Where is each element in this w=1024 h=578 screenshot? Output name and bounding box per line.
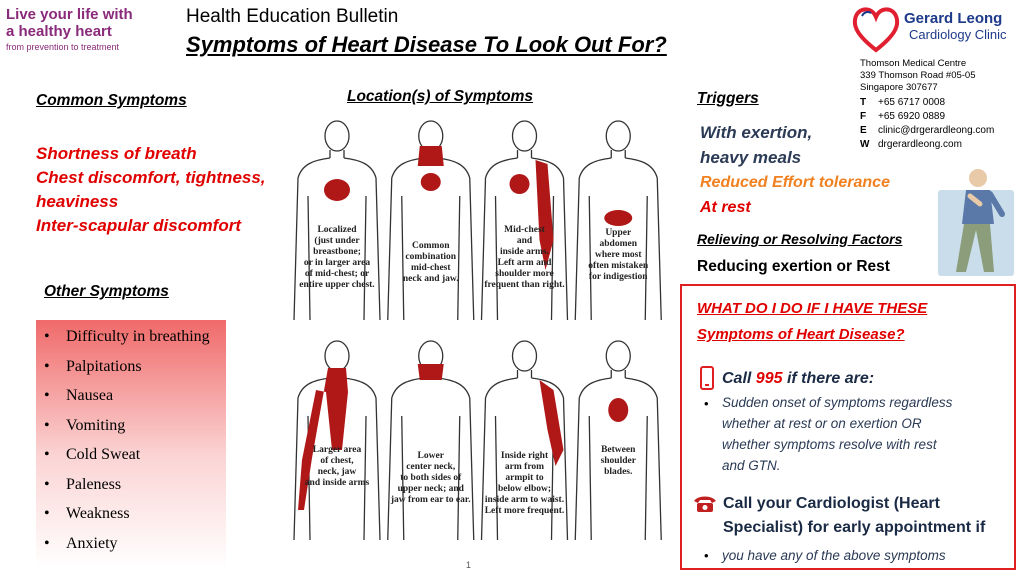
symptom-area (418, 364, 444, 380)
cardiologist-criteria: you have any of the above symptoms (722, 548, 946, 563)
contact-email: E clinic@drgerardleong.com (860, 125, 995, 136)
call-cardiologist: Call your Cardiologist (Heart Specialist) for early appointment if (723, 495, 986, 536)
clinic-contacts (860, 96, 994, 152)
symptom-area (421, 173, 441, 191)
symptom-area (324, 179, 350, 201)
trigger-line: With exertion, (700, 123, 813, 142)
other-symptoms-list (44, 326, 210, 562)
figure-caption: Upper abdomen where most often mistaken for indigestion (588, 228, 649, 282)
trigger-exertion (700, 120, 812, 170)
figure-caption: Localized (just under breastbone; or in larger area of mid-chest; or entire upper chest. (299, 225, 375, 290)
figure-caption: Between shoulder blades. (600, 445, 636, 477)
emergency-number[interactable]: 995 (755, 370, 783, 387)
figure-caption: Mid-chest and inside arms. Left arm and shoulder more frequent than right. (484, 225, 565, 290)
action-heading (697, 296, 927, 348)
contact-fax: F +65 6920 0889 (860, 111, 946, 122)
other-symptom: • Cold Sweat (44, 444, 210, 474)
torso-figure (294, 121, 380, 320)
symptom-area (298, 368, 348, 510)
triggers-heading: Triggers (697, 90, 759, 107)
other-symptom: • Weakness (44, 503, 210, 533)
contact-website: W drgerardleong.com (860, 139, 962, 150)
other-symptom: • Vomiting (44, 415, 210, 445)
call-995-line: Call 995 if there are: (722, 370, 875, 387)
symptom-area (608, 398, 628, 422)
telephone-icon (692, 493, 718, 513)
trigger-reduced: Reduced Effort tolerance (700, 174, 890, 191)
figure-caption: Inside right arm from armpit to below elbow; inside arm to waist. Left more frequent. (484, 451, 565, 516)
other-symptom: • Nausea (44, 385, 210, 415)
common-symptom: heaviness (36, 192, 119, 211)
bulletin-label: Health Education Bulletin (186, 6, 399, 27)
other-symptom: • Anxiety (44, 533, 210, 563)
address-line: 339 Thomson Road #05-05 (860, 70, 976, 81)
action-heading-line: WHAT DO I DO IF I HAVE THESE (697, 300, 928, 317)
clinic-name: Gerard Leong (904, 10, 1003, 27)
page-title: Symptoms of Heart Disease To Look Out For? (186, 32, 667, 57)
relieving-heading: Relieving or Resolving Factors (697, 231, 903, 247)
common-symptom: Chest discomfort, tightness, (36, 168, 266, 187)
symptom-area (418, 146, 444, 166)
figure-caption: Larger area of chest, neck, jaw and inside arms (304, 445, 370, 488)
other-symptom: • Difficulty in breathing (44, 326, 210, 356)
torso-figure (388, 341, 474, 540)
common-symptom: Inter-scapular discomfort (36, 216, 241, 235)
brand-tagline-line2: a healthy heart (6, 23, 112, 40)
man-chest-pain-illustration (936, 160, 1016, 280)
trigger-line: heavy meals (700, 148, 802, 167)
other-symptom: • Paleness (44, 474, 210, 504)
brand-tagline (6, 6, 133, 40)
torso-figure (294, 341, 380, 540)
common-symptoms-heading: Common Symptoms (36, 92, 187, 109)
locations-heading: Location(s) of Symptoms (347, 88, 534, 105)
clinic-address (860, 58, 976, 94)
torso-figure (575, 121, 661, 320)
mobile-phone-icon (700, 366, 714, 390)
page-number: 1 (466, 560, 472, 570)
other-symptom: • Palpitations (44, 356, 210, 386)
torso-figure (388, 121, 474, 320)
figure-caption: Common combination mid-chest neck and jaw. (402, 241, 459, 284)
torso-figure (575, 341, 661, 540)
relieving-text: Reducing exertion or Rest (697, 258, 890, 275)
address-line: Singapore 307677 (860, 82, 938, 93)
figure-caption: Lower center neck, to both sides of upper neck; and jaw from ear to ear. (390, 451, 471, 505)
bullet: • (704, 396, 709, 411)
address-line: Thomson Medical Centre (860, 58, 967, 69)
brand-tagline-line1: Live your life with (6, 6, 133, 23)
body-diagrams (290, 120, 665, 560)
symptom-area (510, 174, 530, 194)
heart-logo-icon (850, 4, 902, 54)
bullet: • (704, 548, 709, 563)
emergency-criteria: Sudden onset of symptoms regardless whether at rest or on exertion OR whether symptoms resolve with rest and GTN. (722, 395, 953, 473)
common-symptom: Shortness of breath (36, 144, 197, 163)
action-heading-line: Symptoms of Heart Disease? (697, 326, 905, 343)
torso-figure (482, 121, 568, 320)
symptom-area (604, 210, 632, 226)
clinic-subname: Cardiology Clinic (909, 27, 1007, 42)
trigger-rest: At rest (700, 199, 751, 216)
brand-tagline-sub: from prevention to treatment (6, 42, 120, 52)
other-symptoms-heading: Other Symptoms (44, 283, 169, 300)
common-symptoms-list (36, 142, 306, 238)
contact-phone: T +65 6717 0008 (860, 97, 946, 108)
